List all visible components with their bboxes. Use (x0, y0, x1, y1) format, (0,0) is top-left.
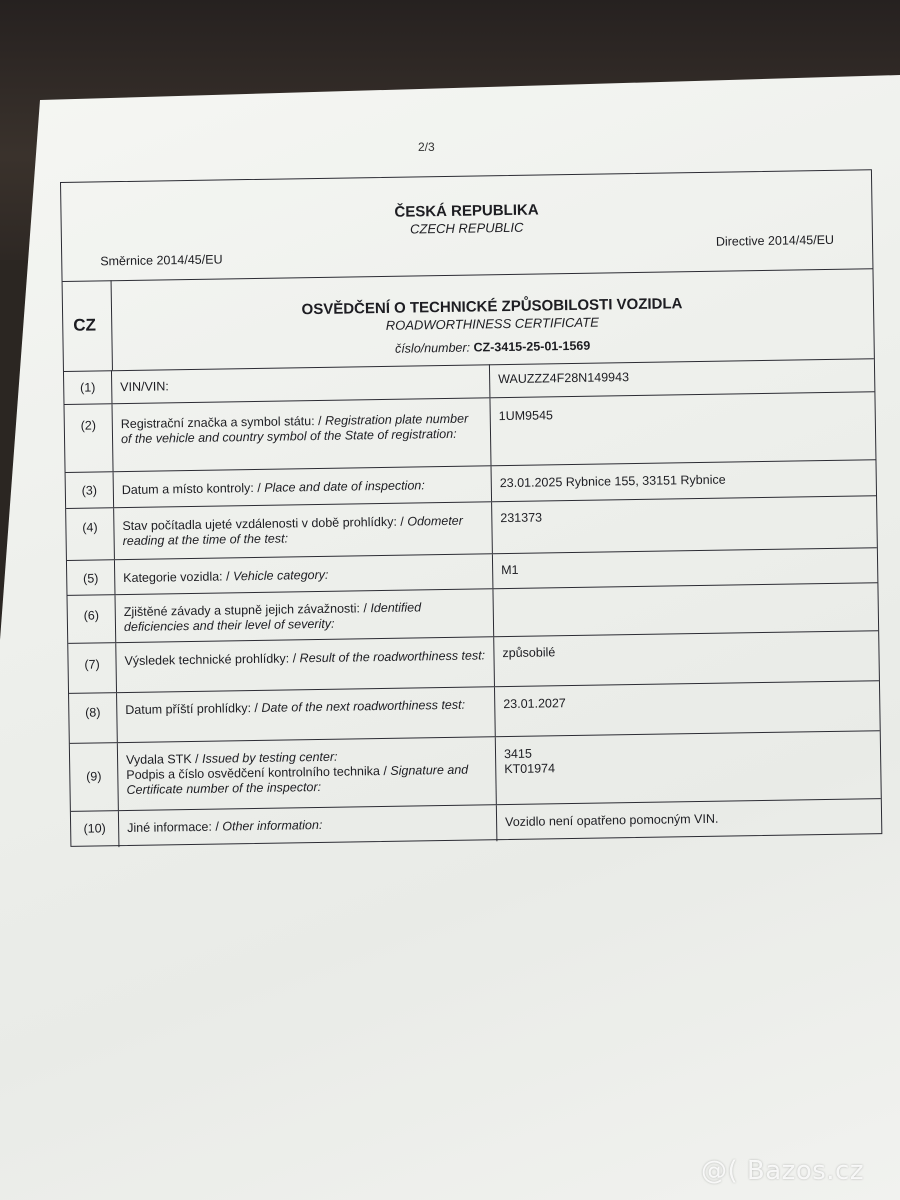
row-label: Vydala STK / Issued by testing center: Podpis a číslo osvědčení kontrolního technika / Signature and Certificate number of the inspector: (118, 737, 497, 810)
row-label: Stav počítadla ujeté vzdálenosti v době prohlídky: / Odometer reading at the time of the test: (114, 502, 493, 559)
row-label: VIN/VIN: (112, 364, 490, 403)
row-value: WAUZZZ4F28N149943 (498, 370, 630, 387)
row-label: Zjištěné závady a stupně jejich závažnosti: / Identified deficiencies and their level of severity: (115, 589, 494, 642)
row-label: Datum a místo kontroly: / Place and date of inspection: (114, 466, 493, 507)
certificate-number-label: číslo/number: (394, 340, 471, 356)
row-number: (10) (71, 811, 120, 848)
directive-en: Directive 2014/45/EU (715, 232, 835, 249)
row-number: (2) (65, 404, 114, 472)
certificate-title-en: ROADWORTHINESS CERTIFICATE (385, 314, 599, 333)
country-code-cell (63, 280, 113, 371)
certificate-number: CZ-3415-25-01-1569 (473, 338, 591, 355)
row-value (493, 583, 878, 636)
row-label: Datum příští prohlídky: / Date of the next roadworthiness test: (117, 687, 496, 742)
row-label: Registrační značka a symbol státu: / Registration plate number of the vehicle and country symbol of the State of registration: (112, 398, 491, 471)
row-value: 23.01.2025 Rybnice 155, 33151 Rybnice (499, 472, 726, 491)
row-value: 1UM9545 (498, 408, 554, 424)
row-value: 3415 KT01974 (503, 746, 556, 777)
row-number: (6) (68, 595, 117, 643)
row-label: Výsledek technické prohlídky: / Result of the roadworthiness test: (116, 637, 495, 692)
certificate-table (60, 169, 882, 847)
row-number: (1) (64, 370, 113, 404)
row-number: (3) (66, 472, 115, 508)
page-number: 2/3 (418, 140, 435, 154)
certificate-number-line (112, 334, 874, 360)
row-number: (8) (69, 693, 118, 743)
bazos-watermark: @( Bazos.cz (701, 1156, 864, 1186)
table-row (70, 731, 881, 812)
row-number: (4) (66, 508, 115, 560)
row-value: M1 (501, 562, 519, 578)
country-code: CZ (73, 315, 97, 335)
country-name-cs: ČESKÁ REPUBLIKA (394, 201, 539, 221)
row-value: způsobilé (502, 645, 556, 661)
row-value: Vozidlo není opatřeno pomocným VIN. (504, 811, 719, 830)
country-name-en: CZECH REPUBLIC (409, 219, 524, 237)
row-number: (9) (70, 743, 119, 811)
header-section (61, 170, 872, 282)
row-value: 231373 (500, 510, 543, 526)
title-section (63, 268, 874, 372)
rows-container (64, 358, 881, 848)
row-number: (7) (68, 643, 117, 693)
row-value: 23.01.2027 (503, 696, 566, 712)
directive-cs: Směrnice 2014/45/EU (100, 252, 223, 269)
row-number: (5) (67, 560, 116, 595)
row-label: Jiné informace: / Other information: (119, 805, 498, 847)
table-row (65, 392, 876, 473)
certificate-title-cs: OSVĚDČENÍ O TECHNICKÉ ZPŮSOBILOSTI VOZIDLA (301, 295, 683, 319)
row-label: Kategorie vozidla: / Vehicle category: (115, 554, 493, 594)
